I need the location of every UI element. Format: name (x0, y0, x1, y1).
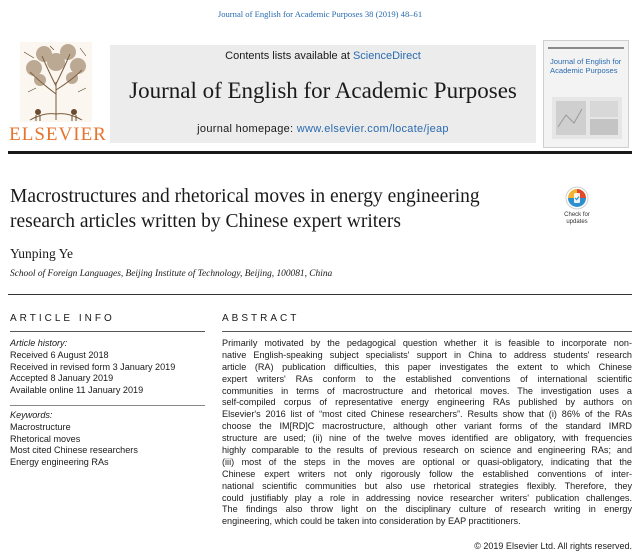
article-title (10, 184, 540, 234)
history-online: Available online 11 January 2019 (10, 385, 144, 396)
abstract-line: self-compiled corpus of representative energy engineering RAs published by authors on (222, 397, 632, 408)
journal-banner (110, 45, 536, 143)
abstract-line: could justifiably play a role in addressing novice researcher writers' publication challenges. (222, 492, 632, 503)
author-name[interactable]: Yunping Ye (10, 246, 74, 261)
check-for-updates-badge[interactable] (557, 186, 597, 230)
history-label: Article history: (10, 338, 68, 348)
abstract-line: expert writers' RAs conform to the established conventions of international scientific (222, 373, 632, 384)
check-for-updates-label (557, 212, 597, 226)
abstract-line: Elsevier's 2016 list of “most cited Chinese researchers”. Results show that (i) 86% of the RAs (222, 409, 632, 420)
keywords-divider (10, 405, 205, 406)
abstract-line: structure are used; (ii) nine of the twelve moves identified are obligatory, with frequencies (222, 433, 632, 444)
article-info-heading: ARTICLE INFO (10, 313, 115, 324)
homepage-line (110, 123, 536, 135)
keyword-item: Rhetorical moves (10, 433, 81, 444)
abstract-line: engineering, which could be taken into consideration by EAP practitioners. (222, 516, 521, 527)
abstract-line: choose the IM[RD]C macrostructure, although other variant forms of the standard IMRD (222, 421, 632, 432)
article-title-line-2: research articles written by Chinese expert writers (10, 211, 401, 232)
sciencedirect-link[interactable]: ScienceDirect (352, 50, 421, 62)
keyword-item: Most cited Chinese researchers (10, 445, 138, 456)
keyword-item: Energy engineering RAs (10, 457, 109, 468)
badge-line-1: Check for (564, 212, 590, 218)
journal-name: Journal of English for Academic Purposes (129, 78, 517, 103)
journal-cover[interactable] (543, 40, 629, 148)
cover-band (548, 47, 624, 49)
abstract-line: (iii) most of the steps in the moves are optional or quasi-obligatory, indicating that the (222, 456, 632, 467)
abstract-line: native English-speaking subject specialists' support in China to address students' research (222, 349, 632, 360)
journal-citation[interactable]: Journal of English for Academic Purposes 38 (2019) 48–61 (217, 9, 423, 19)
article-title-line-1: Macrostructures and rhetorical moves in energy engineering (10, 186, 480, 207)
keywords-label: Keywords: (10, 410, 53, 420)
cover-title: Journal of English for Academic Purposes (550, 57, 622, 75)
journal-homepage-link[interactable]: www.elsevier.com/locate/jeap (296, 123, 449, 135)
article-info-rule (10, 331, 205, 332)
contents-prefix: Contents lists available at (225, 50, 353, 62)
abstract-text (222, 338, 632, 528)
abstract-rule (222, 331, 632, 332)
abstract-line: highly comparable to the results of previous research on science and engineering RAs; and (222, 445, 632, 456)
elsevier-logo[interactable] (8, 36, 108, 148)
copyright-notice: © 2019 Elsevier Ltd. All rights reserved. (474, 541, 632, 551)
keyword-item: Macrostructure (10, 421, 71, 432)
history-received: Received 6 August 2018 (10, 349, 109, 360)
badge-line-2: updates (566, 219, 588, 225)
title-divider (8, 294, 632, 295)
homepage-prefix: journal homepage: (197, 123, 297, 135)
contents-line (110, 50, 536, 62)
keywords-list (10, 410, 210, 469)
author-affiliation: School of Foreign Languages, Beijing Institute of Technology, Beijing, 100081, China (10, 269, 333, 279)
history-accepted: Accepted 8 January 2019 (10, 373, 114, 384)
abstract-line: The findings also throw light on the disciplinary culture of research writing in energy (222, 504, 632, 515)
publisher-wordmark: ELSEVIER (9, 124, 107, 145)
check-for-updates-icon (565, 186, 589, 210)
abstract-heading: ABSTRACT (222, 313, 300, 324)
cover-illustration-icon (552, 97, 622, 139)
abstract-line: Primarily motivated by the pedagogical question whether it is feasible to incorporate non- (222, 338, 632, 348)
header-divider (8, 151, 632, 154)
abstract-line: Chinese expert writers not only rigorously follow the established conventions of inter- (222, 468, 632, 479)
abstract-line: national scientific communities but also use rhetorical strategies flexibly. Therefore, they (222, 480, 632, 491)
abstract-line: article (RA) publication difficulties, this paper investigates the extent to which Chinese (222, 361, 632, 372)
abstract-line: communities in terms of macrostructure and rhetorical moves. The investigation uses a (222, 385, 632, 396)
history-revised: Received in revised form 3 January 2019 (10, 361, 176, 372)
elsevier-tree-icon (20, 42, 92, 122)
article-history (10, 338, 210, 397)
